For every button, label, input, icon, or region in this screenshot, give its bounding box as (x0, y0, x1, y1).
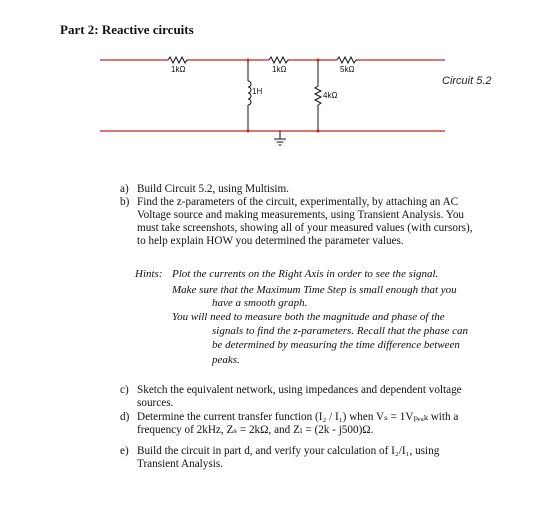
label-r3: 5kΩ (340, 65, 355, 74)
resistor-r2 (269, 57, 290, 63)
resistor-r4 (315, 86, 321, 105)
resistor-r3 (337, 57, 358, 63)
page-heading: Part 2: Reactive circuits (60, 22, 194, 37)
question-text-line: Find the z-parameters of the circuit, experimentally, by attaching an AC (137, 196, 459, 208)
label-l1: 1H (252, 87, 263, 96)
question-text-line: to help explain HOW you determined the parameter values. (137, 235, 404, 247)
question-text-line: Build the circuit in part d, and verify your calculation of I₂/I₁, using (137, 445, 440, 457)
question-label: d) (120, 411, 130, 423)
question-label: e) (120, 445, 129, 457)
question-label: a) (120, 183, 129, 195)
hint-line: peaks. (212, 354, 240, 366)
circuit-caption: Circuit 5.2 (442, 75, 492, 87)
question-label: c) (120, 384, 129, 396)
label-r4: 4kΩ (323, 91, 338, 100)
hints-prefix: Hints: (135, 268, 163, 280)
hint-line: have a smooth graph. (212, 297, 308, 309)
hint-line: Make sure that the Maximum Time Step is small enough that you (172, 284, 457, 296)
question-text-line: Build Circuit 5.2, using Multisim. (137, 183, 289, 195)
resistor-r1 (168, 57, 189, 63)
inductor-l1 (248, 81, 251, 105)
question-label: b) (120, 196, 130, 208)
hint-line: Plot the currents on the Right Axis in order to see the signal. (172, 268, 439, 280)
label-r1: 1kΩ (171, 65, 186, 74)
question-text-line: Transient Analysis. (137, 458, 223, 470)
hint-line: You will need to measure both the magnitude and phase of the (172, 311, 445, 323)
question-text-line: sources. (137, 397, 174, 409)
question-text-line: Determine the current transfer function (I₂ / I₁) when Vₛ = 1Vₚₑₐₖ with a (137, 411, 459, 423)
hint-line: signals to find the z-parameters. Recall that the phase can (212, 325, 469, 337)
label-r2: 1kΩ (272, 65, 287, 74)
question-text-line: Sketch the equivalent network, using impedances and dependent voltage (137, 384, 462, 396)
hint-line: be determined by measuring the time difference between (212, 339, 460, 351)
question-text-line: frequency of 2kHz, Zₛ = 2kΩ, and Zₗ = (2k - j500)Ω. (137, 424, 374, 436)
question-text-line: Voltage source and making measurements, using Transient Analysis. You (137, 209, 465, 221)
circuit-diagram (0, 0, 548, 160)
question-text-line: must take screenshots, showing all of your measured values (with cursors), (137, 222, 473, 234)
